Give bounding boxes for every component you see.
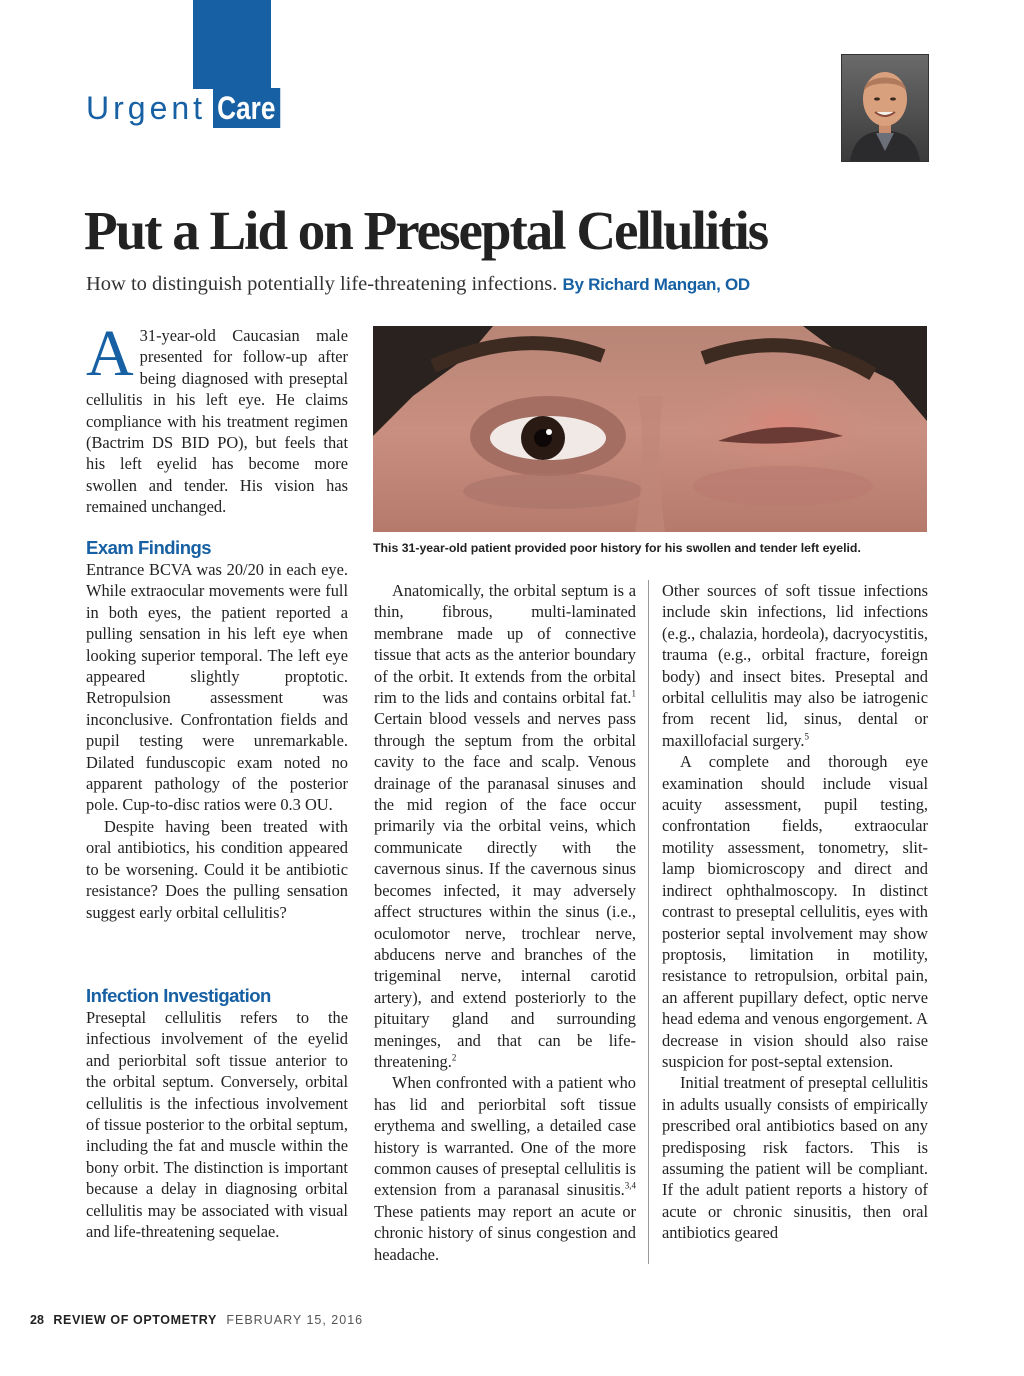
col2-paragraph-2 xyxy=(374,1072,636,1265)
body-column-2 xyxy=(374,580,636,1265)
exam-findings-heading: Exam Findings xyxy=(86,537,212,558)
col3-paragraph-2: A complete and thorough eye examination should include visual acuity assessment, pupil testing, confrontation fields, extraocular motility assessment, tonometry, slit-lamp biomicroscopy and direct and indirect ophthalmoscopy. In distinct contrast to preseptal cellulitis, eyes with posterior septal involvement may show proptosis, limitation in motility, resistance to retropulsion, orbital pain, an afferent pupillary defect, optic nerve head edema and venous engorgement. A decrease in vision should also raise suspicion for post-septal extension. xyxy=(662,752,928,1071)
col2-p1-text-b: Certain blood vessels and nerves pass through the septum from the orbital cavity to the face and scalp. Venous drainage of the paranasal sinuses and the mid region of the face occur primarily via the orbital veins, which communicate directly with the cavernous sinus. If the cavernous sinus becomes infected, it may adversely affect structures within the sinus (i.e., oculomotor nerve, trochlear nerve, abducens nerve and branches of the trigeminal nerve, internal carotid artery), and extend posteriorly to the pituitary gland and surrounding meninges, and that can be life-threatening. xyxy=(374,709,636,1071)
reference-5: 5 xyxy=(804,731,809,742)
byline: By Richard Mangan, OD xyxy=(562,275,750,294)
deck xyxy=(86,270,986,299)
exam-findings-body xyxy=(86,559,348,923)
patient-eye-photo xyxy=(373,326,927,532)
col2-p2-text-b: These patients may report an acute or chronic history of sinus congestion and headache. xyxy=(374,1201,636,1264)
col2-p2-text-a: When confronted with a patient who has lid and periorbital soft tissue erythema and swelling, a detailed case history is warranted. One of the more common causes of preseptal cellulitis is extension from a paranasal sinusitis. xyxy=(374,1073,636,1200)
column-divider xyxy=(648,580,649,1264)
exam-paragraph-2: Despite having been treated with oral antibiotics, his condition appeared to be worsening. Could it be antibiotic resistance? Does the pulling sensation suggest early orbital cellulitis? xyxy=(86,816,348,922)
photo-caption: This 31-year-old patient provided poor history for his swollen and tender left eyelid. xyxy=(373,541,861,555)
reference-2: 2 xyxy=(451,1052,457,1063)
headline: Put a Lid on Preseptal Cellulitis xyxy=(84,200,768,261)
section-tag-care: Care xyxy=(213,88,280,128)
infection-paragraph-1: Preseptal cellulitis refers to the infectious involvement of the eyelid and periorbital soft tissue anterior to the orbital septum. Conversely, orbital cellulitis is the infectious involvement of tissue posterior to the orbital septum, including the fat and muscle within the bony orbit. The distinction is important because a delay in diagnosing orbital cellulitis may be associated with visual and life-threatening sequelae. xyxy=(86,1008,348,1242)
section-tag-urgent: Urgent xyxy=(86,90,207,126)
reference-3-4: 3,4 xyxy=(624,1180,636,1191)
drop-cap: A xyxy=(86,317,134,390)
exam-paragraph-1: Entrance BCVA was 20/20 in each eye. While extraocular movements were full in both eyes, the patient reported a pulling sensation in his left eye when looking superior temporal. The left eye appeared slightly proptotic. Retropulsion assessment was inconclusive. Confrontation fields and pupil testing were unremarkable. Dilated funduscopic exam noted no apparent pathology of the posterior pole. Cup-to-disc ratios were 0.3 OU. xyxy=(86,560,348,815)
col2-paragraph-1 xyxy=(374,580,636,1072)
col2-p1-text-a: Anatomically, the orbital septum is a thin, fibrous, multi-laminated membrane made up of connective tissue that acts as the anterior boundary of the orbit. It extends from the orbital rim to the lids and contains orbital fat. xyxy=(374,581,636,708)
deck-text: How to distinguish potentially life-threatening infections. xyxy=(86,273,558,295)
reference-1: 1 xyxy=(631,688,636,699)
page-number: 28 xyxy=(30,1313,44,1327)
lead-paragraph xyxy=(86,317,348,518)
page-footer xyxy=(30,1313,363,1327)
section-tag xyxy=(86,88,295,128)
col3-paragraph-3: Initial treatment of preseptal cellulitis in adults usually consists of empirically prescribed oral antibiotics based on any predisposing risk factors. This is assuming the patient will be compliant. If the adult patient reports a history of acute or chronic sinusitis, then oral antibiotics geared xyxy=(662,1073,928,1243)
col3-paragraph-1 xyxy=(662,580,928,751)
infection-investigation-heading: Infection Investigation xyxy=(86,985,271,1006)
magazine-name: REVIEW OF OPTOMETRY xyxy=(53,1313,217,1327)
lead-text: 31-year-old Caucasian male presented for follow-up after being diagnosed with preseptal cellulitis in his left eye. He claims compliance with his treatment regimen (Bactrim DS BID PO), but feels that his left eyelid has become more swollen and tender. His vision has remained unchanged. xyxy=(86,326,348,517)
infection-investigation-body xyxy=(86,1007,348,1242)
issue-date: FEBRUARY 15, 2016 xyxy=(226,1313,364,1327)
body-column-3 xyxy=(662,580,928,1244)
author-photo xyxy=(841,54,929,162)
section-color-bar xyxy=(193,0,271,89)
col3-p1-text: Other sources of soft tissue infections include skin infections, lid infections (e.g., chalazia, hordeola), dacryocystitis, trauma (e.g., orbital fracture, foreign body) and insect bites. Preseptal and orbital cellulitis may also be iatrogenic from recent lid, sinus, dental or maxillofacial surgery. xyxy=(662,581,928,750)
